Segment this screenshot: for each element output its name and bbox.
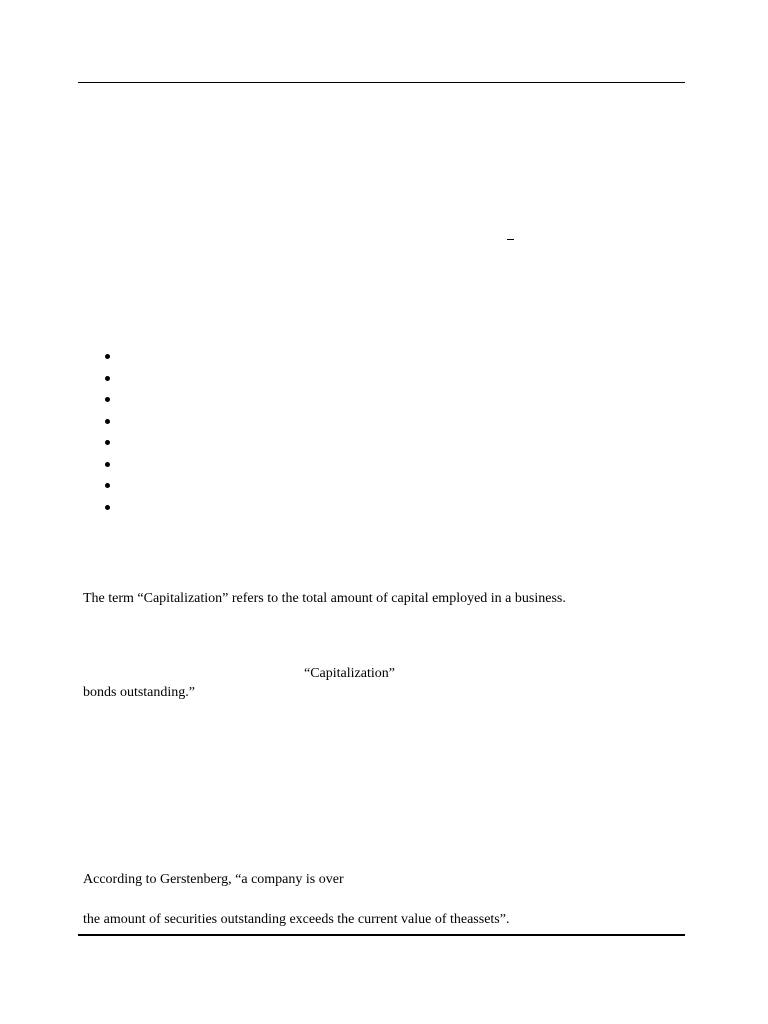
bullet-marker xyxy=(105,419,110,424)
dash-mark xyxy=(507,239,514,240)
bullet-marker xyxy=(105,397,110,402)
top-rule xyxy=(78,82,685,83)
bullet-marker xyxy=(105,462,110,467)
bottom-rule xyxy=(78,934,685,936)
bullet-marker xyxy=(105,376,110,381)
gerstenberg-quote-line-1: According to Gerstenberg, “a company is over xyxy=(83,872,344,887)
bullet-marker xyxy=(105,483,110,488)
capitalization-quote-end: bonds outstanding.” xyxy=(83,685,195,700)
bullet-marker xyxy=(105,505,110,510)
capitalization-quote-fragment: “Capitalization” xyxy=(304,666,395,681)
capitalization-definition: The term “Capitalization” refers to the total amount of capital employed in a business. xyxy=(83,591,566,606)
bullet-marker xyxy=(105,440,110,445)
bullet-marker xyxy=(105,354,110,359)
gerstenberg-quote-line-2: the amount of securities outstanding exceeds the current value of theassets”. xyxy=(83,912,510,927)
